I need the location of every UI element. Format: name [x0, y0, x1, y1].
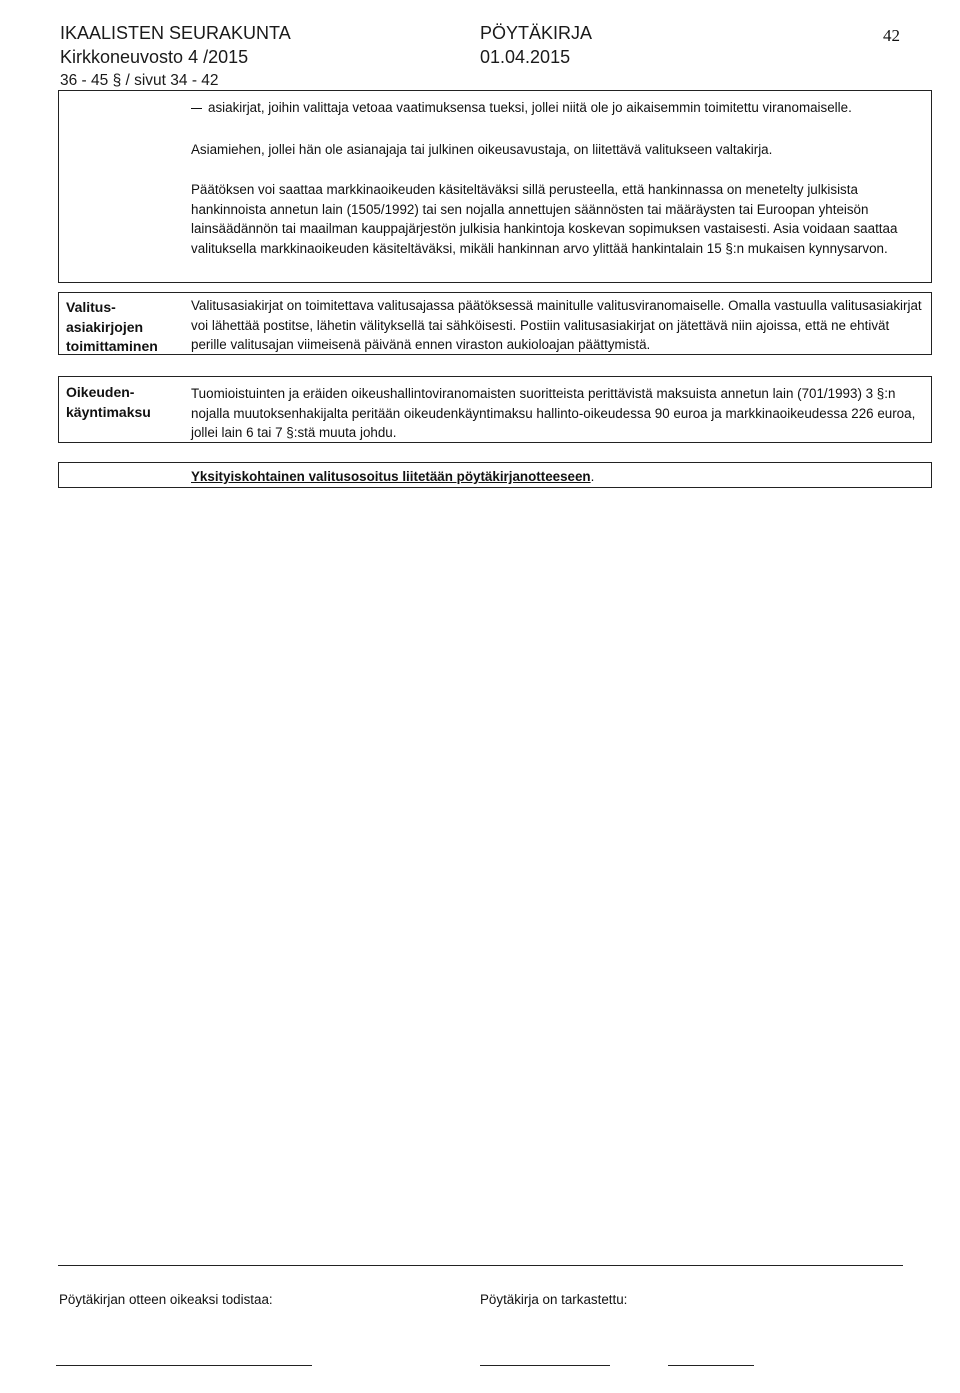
- fee-box: [58, 376, 932, 443]
- meeting-date: 01.04.2015: [480, 47, 571, 67]
- detailed-appeal-note: Yksityiskohtainen valitusosoitus liitetään pöytäkirjanotteeseen.: [191, 469, 595, 484]
- delivery-box: [58, 292, 932, 355]
- doc-type: PÖYTÄKIRJA: [480, 23, 593, 43]
- dash-marker: [191, 108, 202, 109]
- section-sign: §: [112, 72, 122, 89]
- meeting-name: Kirkkoneuvosto 4 /2015: [60, 47, 249, 67]
- signature-line-certify: [56, 1365, 312, 1366]
- agent-paragraph: Asiamiehen, jollei hän ole asianajaja tai julkinen oikeusavustaja, on liitettävä valitukseen valtakirja.: [191, 142, 773, 157]
- page-number: 42: [883, 26, 900, 45]
- delivery-label: Valitus- asiakirjojen toimittaminen: [66, 299, 158, 354]
- fee-text: Tuomioistuinten ja eräiden oikeushallintoviranomaisten suoritteista perittävistä maksuista annetun lain (701/1993) 3 §:n nojalla muutoksenhakijalta peritään oikeudenkäyntimaksu hallinto-oikeudessa 90 euroa ja markkinaoikeudessa 226 euroa, jollei lain 6 tai 7 §:stä muuta johdu.: [191, 386, 916, 440]
- fee-label: Oikeuden- käyntimaksu: [66, 384, 151, 420]
- section-range: 36 - 45 § / sivut 34 - 42: [60, 72, 219, 89]
- market-court-paragraph: Päätöksen voi saattaa markkinaoikeuden käsiteltäväksi sillä perusteella, että hankinnassa on menetelty julkisista hankinnoista annetun lain (1505/1992) tai sen nojalla annettujen säännösten tai määräysten tai Euroopan yhteisön lainsäädännön tai maailman kauppajärjestön julkisia hankintoja koskevan sopimuksen vastaisesti. Asia voidaan saattaa valituksella markkinaoikeuden käsiteltäväksi, mikäli hankinnan arvo ylittää hankintalain 15 §:n mukaisen kynnysarvon.: [191, 182, 898, 256]
- signature-line-checker-2: [668, 1365, 754, 1366]
- checked-label: Pöytäkirja on tarkastettu:: [480, 1292, 628, 1307]
- delivery-text: Valitusasiakirjat on toimitettava valitusajassa päätöksessä mainitulle valitusviranomaiselle. Omalla vastuulla valitusasiakirjat voi lähettää postitse, lähetin välityksellä tai sähköisesti. Postiin valitusasiakirjat on jätettävä niin ajoissa, että ne ehtivät perille valitusajan viimeisenä päivänä ennen viraston aukioloajan päättymistä.: [191, 298, 922, 352]
- org-name: IKAALISTEN SEURAKUNTA: [60, 23, 291, 43]
- footer-divider: [58, 1265, 903, 1266]
- signature-line-checker-1: [480, 1365, 610, 1366]
- continuation-box: [58, 90, 932, 283]
- note-box: [58, 462, 932, 488]
- certify-label: Pöytäkirjan otteen oikeaksi todistaa:: [59, 1292, 273, 1307]
- bullet-item: asiakirjat, joihin valittaja vetoaa vaatimuksensa tueksi, jollei niitä ole jo aikaisemmin toimitettu viranomaiselle.: [191, 98, 921, 118]
